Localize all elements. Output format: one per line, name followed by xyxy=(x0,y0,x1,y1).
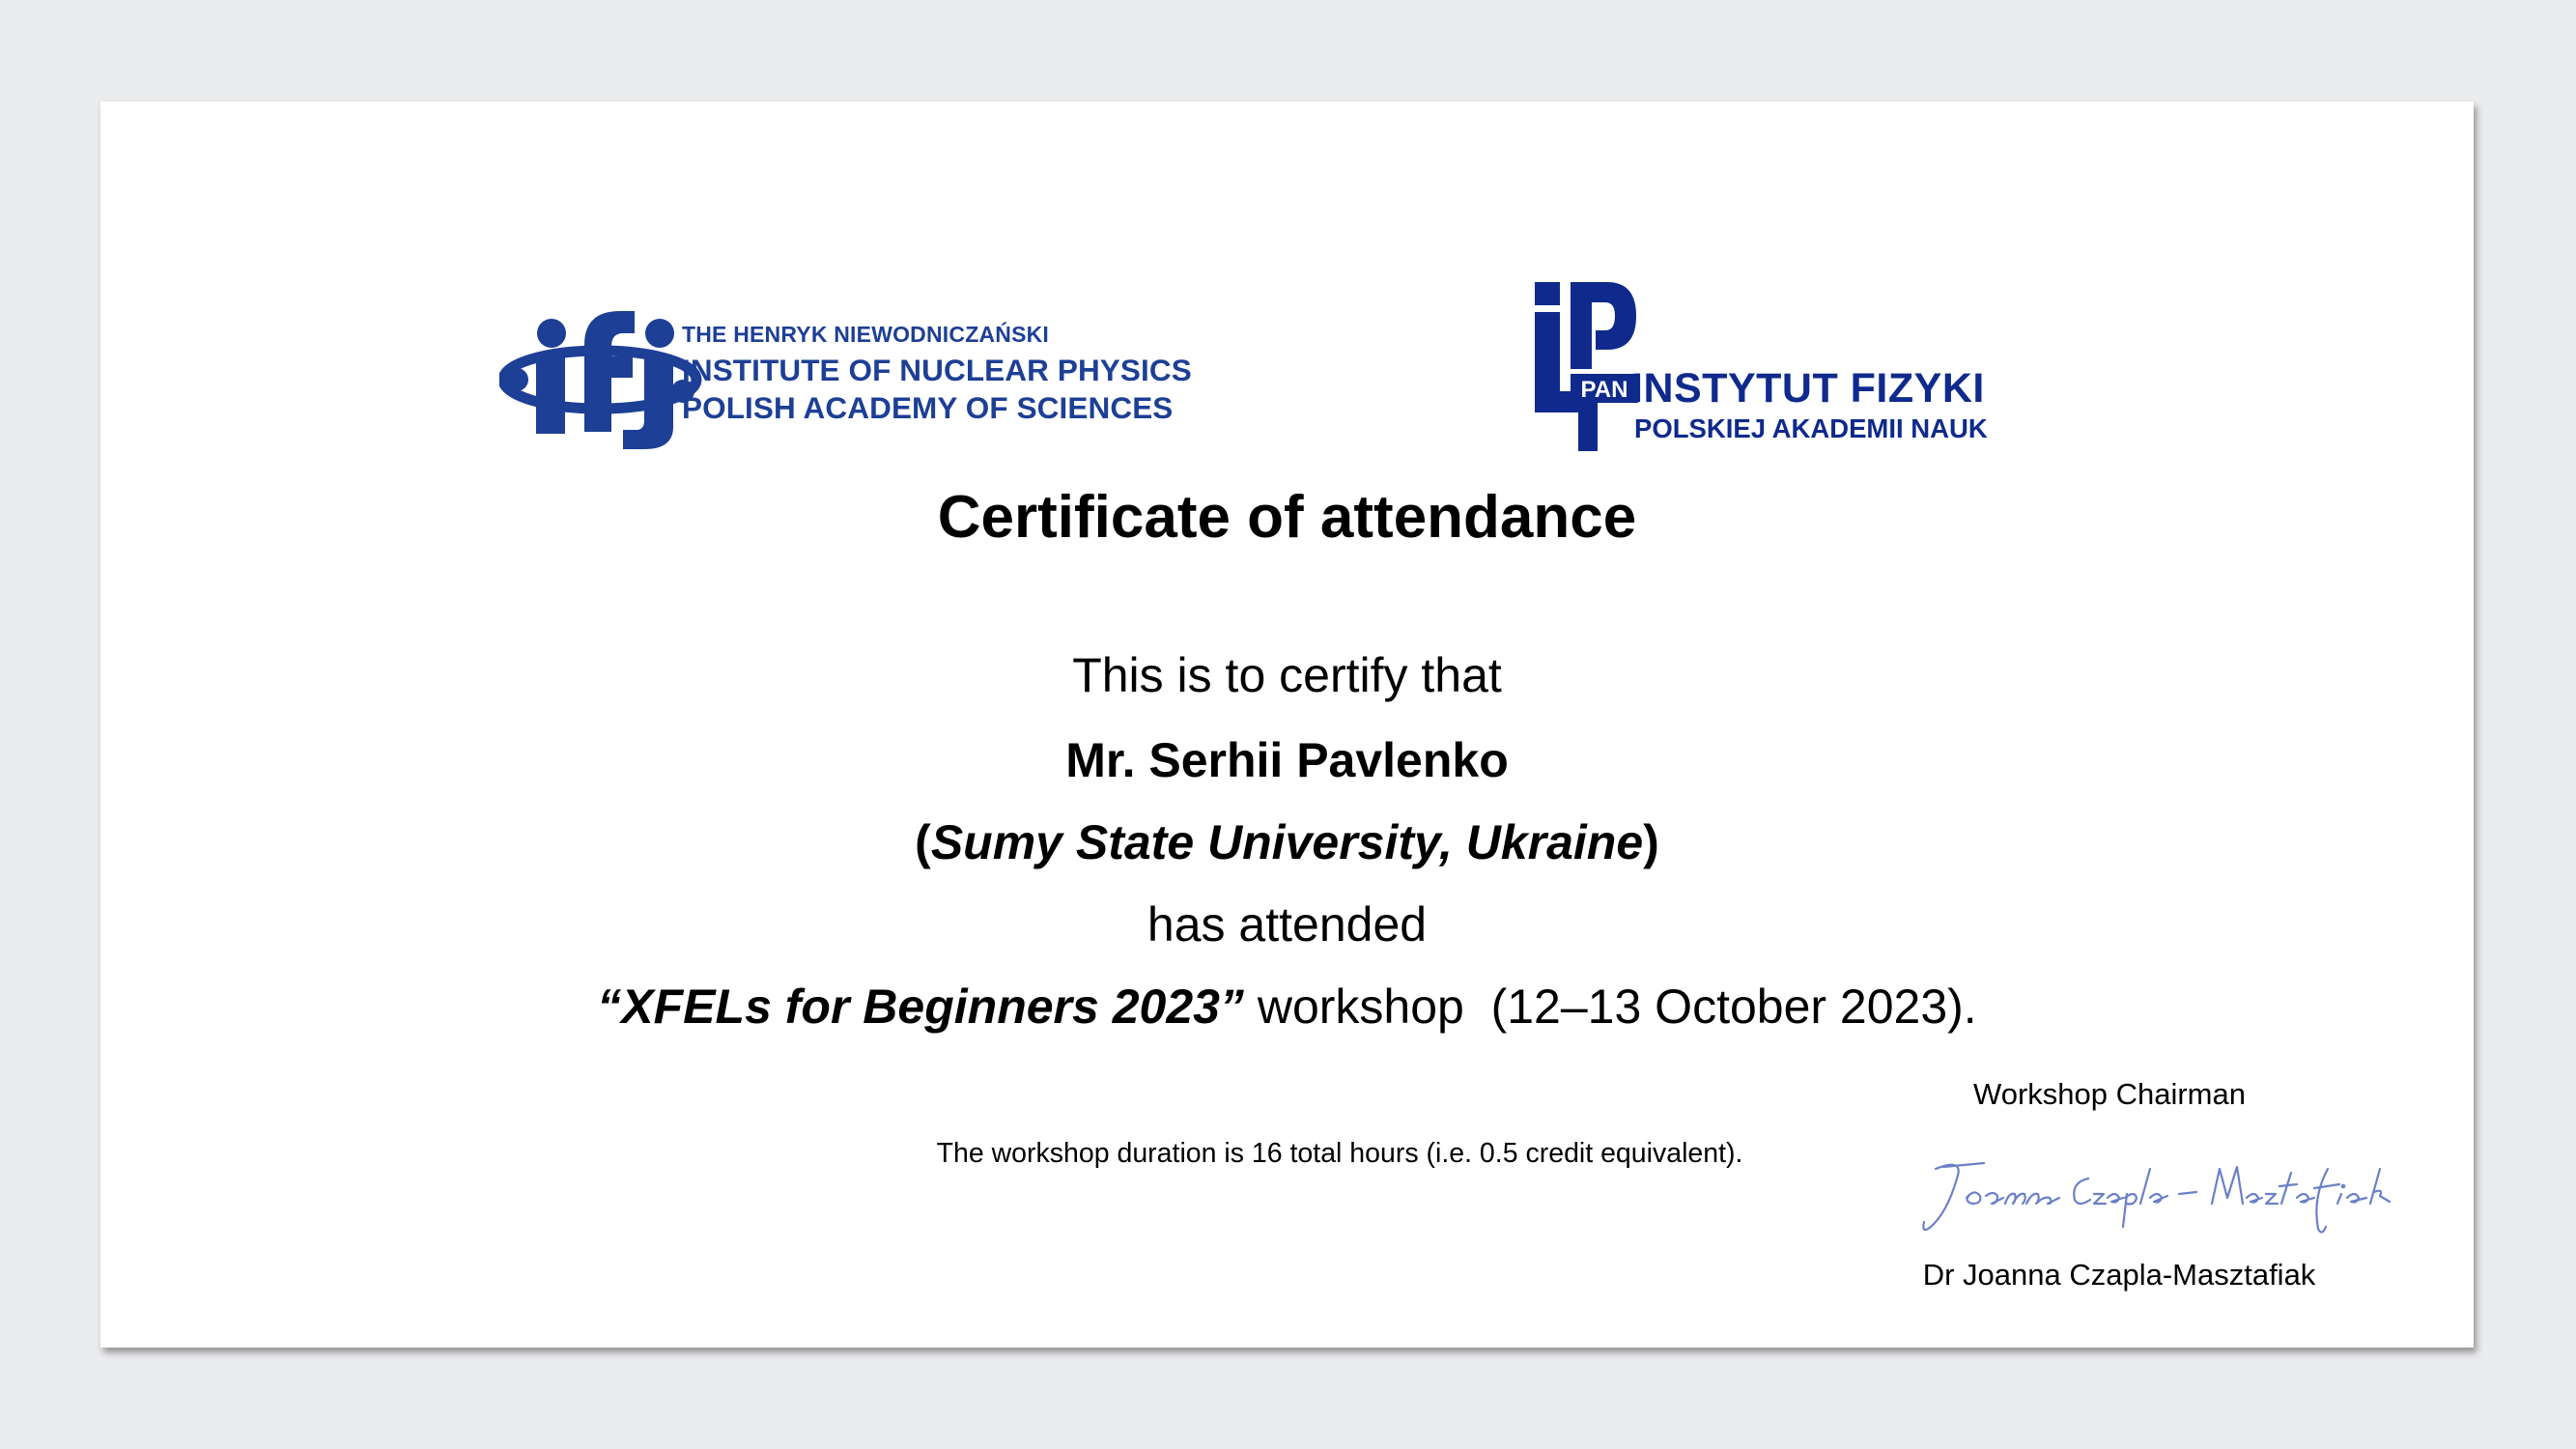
affiliation-open-paren: ( xyxy=(915,815,931,869)
ifpan-logo xyxy=(1530,277,1641,456)
certificate-sheet xyxy=(100,101,2474,1348)
affiliation-close-paren: ) xyxy=(1643,815,1659,869)
certificate-title: Certificate of attendance xyxy=(937,484,1637,551)
signatory-name: Dr Joanna Czapla-Masztafiak xyxy=(1922,1258,2316,1292)
certify-line: This is to certify that xyxy=(1072,648,1502,702)
ifj-logo-line3: POLISH ACADEMY OF SCIENCES xyxy=(682,389,1174,425)
ifj-logo-line2: INSTITUTE OF NUCLEAR PHYSICS xyxy=(682,353,1192,387)
recipient-name: Mr. Serhii Pavlenko xyxy=(1065,733,1509,787)
recipient-affiliation xyxy=(100,814,2474,870)
ifj-logo-line1: THE HENRYK NIEWODNICZAŃSKI xyxy=(682,322,1050,347)
attended-line: has attended xyxy=(1146,897,1428,952)
affiliation-text: Sumy State University, Ukraine xyxy=(930,815,1644,869)
ifpan-logo-line2: POLSKIEJ AKADEMII NAUK xyxy=(1634,413,1988,443)
duration-note: The workshop duration is 16 total hours (i.e. 0.5 credit equivalent). xyxy=(936,1138,1743,1169)
ifpan-logo-text xyxy=(1631,365,1988,443)
workshop-name: “XFELs for Beginners 2023” xyxy=(597,980,1244,1034)
ifpan-logo-line1: INSTYTUT FIZYKI xyxy=(1631,365,1985,412)
workshop-dates: workshop (12–13 October 2023). xyxy=(1243,980,1977,1034)
workshop-line xyxy=(100,979,2474,1035)
ifj-logo-text xyxy=(682,324,1192,423)
signature-image xyxy=(1897,1140,2457,1246)
ifpan-mark-text: PAN xyxy=(1580,377,1628,403)
signatory-role: Workshop Chairman xyxy=(1973,1077,2246,1111)
